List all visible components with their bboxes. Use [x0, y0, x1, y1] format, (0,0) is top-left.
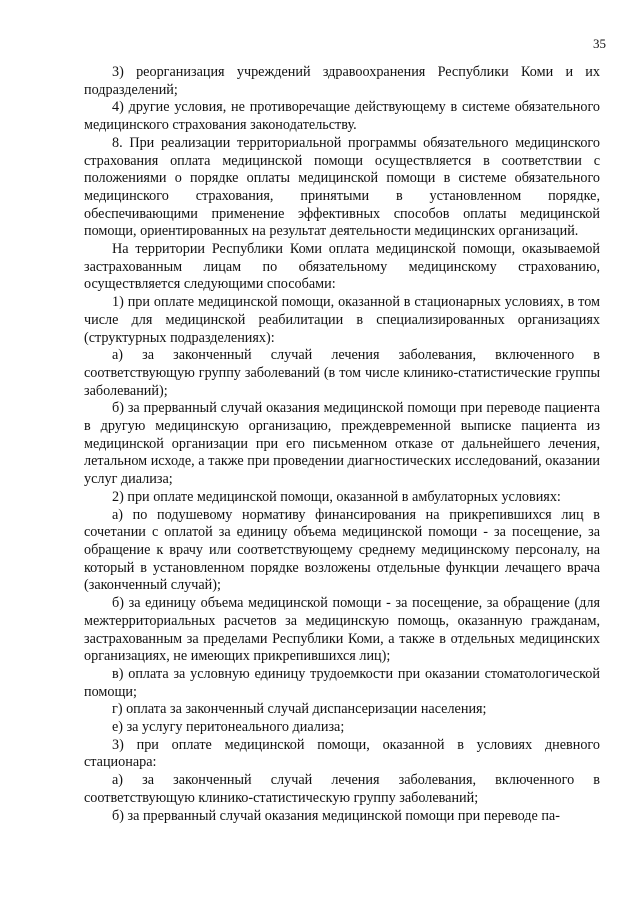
paragraph: е) за услугу перитонеального диализа;: [112, 719, 345, 736]
document-body: [84, 64, 600, 825]
paragraph: б) за единицу объема медицинской помощи - за посещение, за обращение (для межтерриториальных расчетов за медицинскую помощь, оказанную гражданам, застрахованным за пределами Республики Коми, а также в отдельных медицинских организациях, не имеющих прикрепившихся лиц);: [84, 595, 600, 665]
paragraph: На территории Республики Коми оплата медицинской помощи, оказываемой застрахованным лицам по обязательному медицинскому страхованию, осуществляется следующими способами:: [84, 241, 600, 293]
paragraph: 2) при оплате медицинской помощи, оказанной в амбулаторных условиях:: [112, 488, 561, 505]
paragraph: а) по подушевому нормативу финансирования на прикрепившихся лиц в сочетании с оплатой за единицу объема медицинской помощи - за посещение, за обращение к врачу или соответствующему среднему медицинскому персоналу, на который в установленном порядке возложены отдельные функции лечащего врача (законченный случай);: [84, 506, 600, 594]
paragraph: б) за прерванный случай оказания медицинской помощи при переводе па-: [112, 807, 560, 824]
paragraph: а) за законченный случай лечения заболевания, включенного в соответствующую группу заболеваний (в том числе клинико-статистические группы заболеваний);: [84, 347, 600, 399]
paragraph: 4) другие условия, не противоречащие действующему в системе обязательного медицинского страхования законодательству.: [84, 99, 600, 134]
page-number: 35: [593, 36, 606, 51]
paragraph: а) за законченный случай лечения заболевания, включенного в соответствующую клинико-статистическую группу заболеваний;: [84, 772, 600, 806]
paragraph: 8. При реализации территориальной программы обязательного медицинского страхования оплата медицинской помощи осуществляется в соответствии с положениями о порядке оплаты медицинской помощи в системе обязательного медицинского страхования, принятыми в установленном порядке, обеспечивающими применение эффективных способов оплаты медицинской помощи, ориентированных на результат деятельности медицинских организаций.: [84, 134, 600, 240]
paragraph: 3) при оплате медицинской помощи, оказанной в условиях дневного стационара:: [84, 736, 600, 771]
paragraph: г) оплата за законченный случай диспансеризации населения;: [112, 701, 487, 718]
paragraph: в) оплата за условную единицу трудоемкости при оказании стоматологической помощи;: [84, 665, 600, 700]
paragraph: 1) при оплате медицинской помощи, оказанной в стационарных условиях, в том числе для медицинской реабилитации в специализированных организациях (структурных подразделениях):: [84, 294, 600, 346]
paragraph: 3) реорганизация учреждений здравоохранения Республики Коми и их подразделений;: [84, 64, 600, 98]
paragraph: б) за прерванный случай оказания медицинской помощи при переводе пациента в другую медицинскую организацию, преждевременной выписке пациента из медицинской организации при его письменном отказе от дальнейшего лечения, летальном исходе, а также при проведении диагностических исследований, оказании услуг диализа;: [84, 400, 600, 488]
